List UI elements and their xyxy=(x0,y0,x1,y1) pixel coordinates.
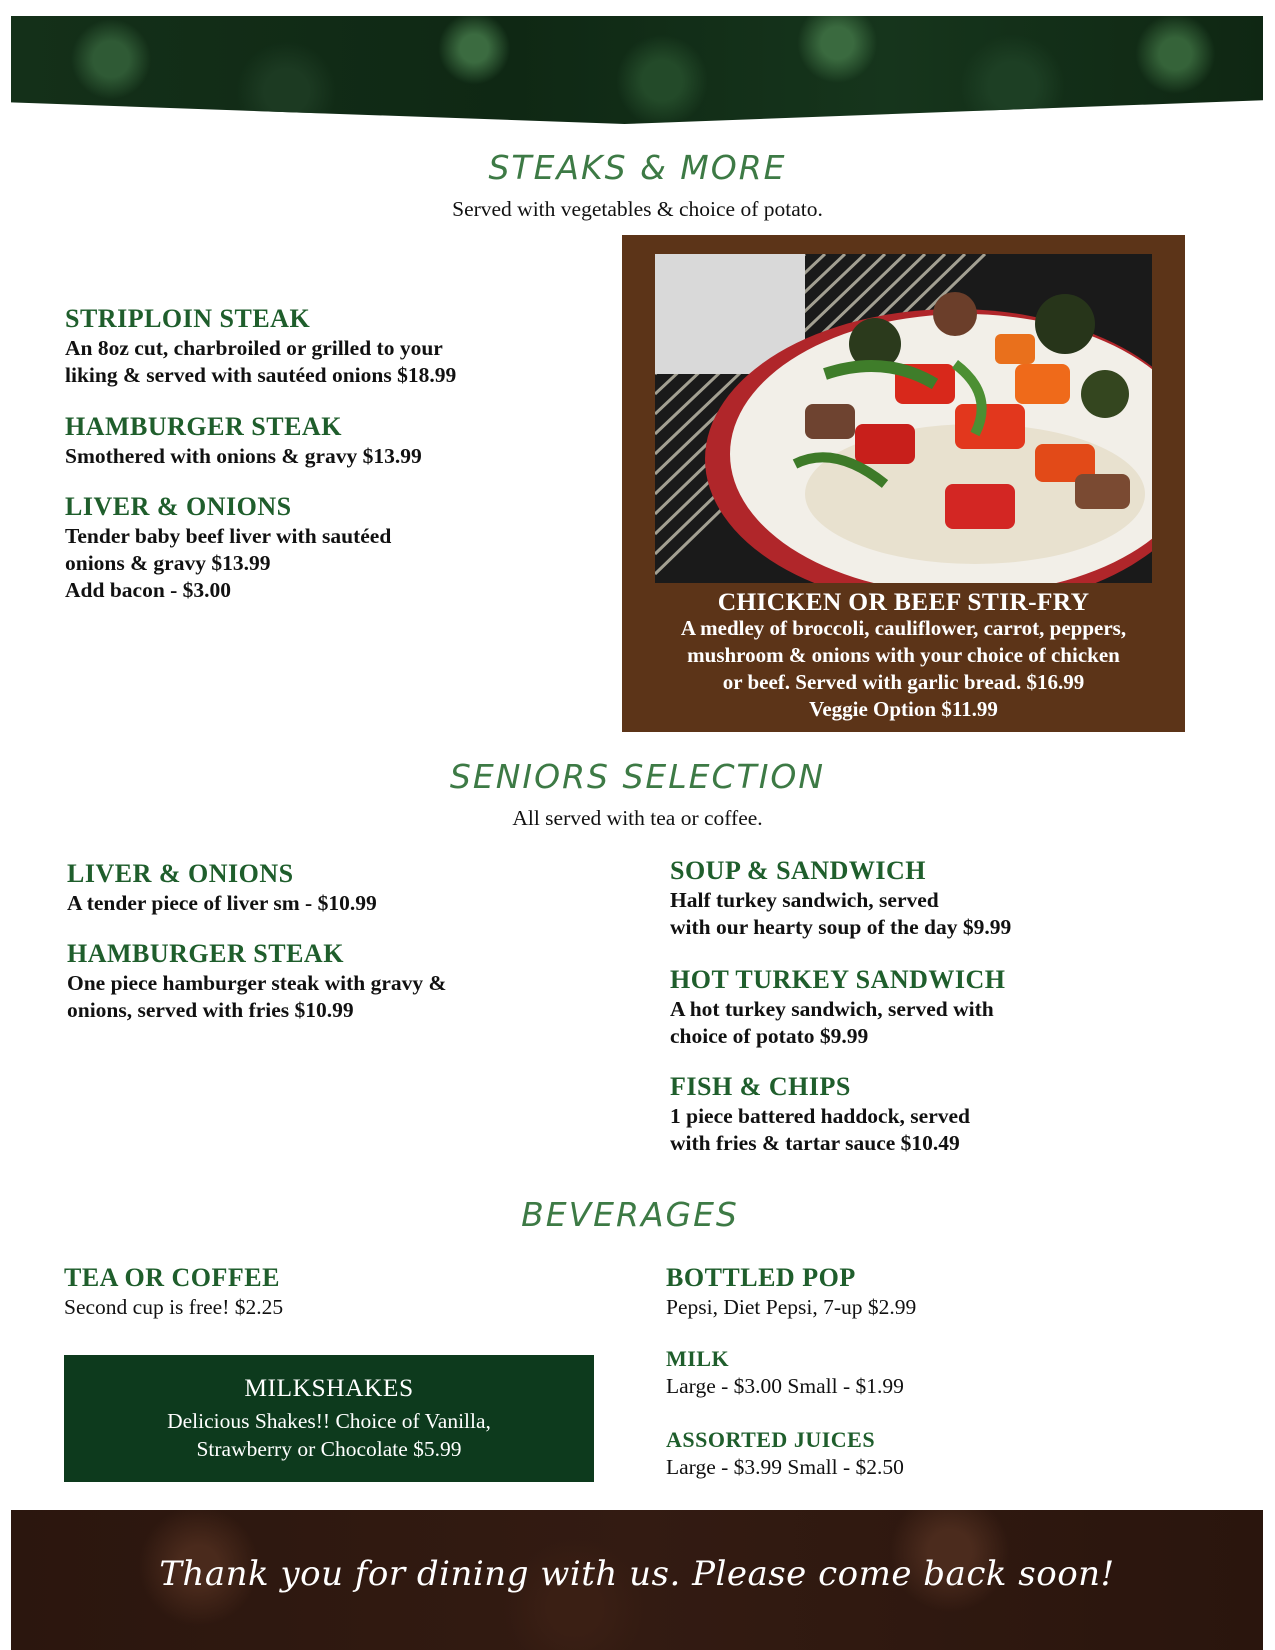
feature-item-name: CHICKEN OR BEEF STIR-FRY xyxy=(717,587,1090,616)
menu-item-seniors-liver xyxy=(67,858,607,917)
item-name: BOTTLED POP xyxy=(666,1263,856,1292)
item-name: HAMBURGER STEAK xyxy=(67,939,344,968)
item-description: One piece hamburger steak with gravy & onions, served with fries $10.99 xyxy=(67,971,447,1022)
item-description: A tender piece of liver sm - $10.99 xyxy=(67,891,377,915)
menu-item-seniors-hamburger xyxy=(67,938,607,1024)
item-description: Pepsi, Diet Pepsi, 7-up $2.99 xyxy=(666,1295,917,1319)
feature-item-description: A medley of broccoli, cauliflower, carrot, peppers, mushroom & onions with your choice of chicken or beef. Served with garlic bread. $16.99 Veggie Option $11.99 xyxy=(680,616,1127,721)
section-title-seniors: SENIORS SELECTION xyxy=(449,757,826,796)
item-description: Tender baby beef liver with sautéed onions & gravy $13.99 Add bacon - $3.00 xyxy=(65,524,392,602)
item-description: Smothered with onions & gravy $13.99 xyxy=(65,444,422,468)
item-name: MILK xyxy=(666,1346,730,1371)
menu-item-juices xyxy=(666,1426,1226,1481)
menu-item-soup-sandwich xyxy=(670,855,1230,941)
menu-item-striploin xyxy=(65,303,605,389)
item-description: A hot turkey sandwich, served with choice of potato $9.99 xyxy=(670,997,994,1048)
section-subtitle-seniors: All served with tea or coffee. xyxy=(512,806,763,830)
menu-item-bottled-pop xyxy=(666,1262,1226,1321)
menu-item-fish-chips xyxy=(670,1071,1230,1157)
item-name: HOT TURKEY SANDWICH xyxy=(670,965,1006,994)
menu-item-hot-turkey xyxy=(670,964,1230,1050)
item-name: STRIPLOIN STEAK xyxy=(65,304,311,333)
top-banner xyxy=(11,16,1263,124)
item-description: 1 piece battered haddock, served with fries & tartar sauce $10.49 xyxy=(670,1104,970,1155)
item-name: TEA OR COFFEE xyxy=(64,1263,280,1292)
item-name: FISH & CHIPS xyxy=(670,1072,851,1101)
menu-item-tea-coffee xyxy=(64,1262,604,1321)
item-name: ASSORTED JUICES xyxy=(666,1427,876,1452)
item-description: Large - $3.00 Small - $1.99 xyxy=(666,1374,904,1398)
bottom-banner xyxy=(11,1510,1263,1650)
menu-item-liver-onions xyxy=(65,491,605,604)
item-name: HAMBURGER STEAK xyxy=(65,412,342,441)
item-description: Half turkey sandwich, served with our hearty soup of the day $9.99 xyxy=(670,888,1012,939)
item-description: Large - $3.99 Small - $2.50 xyxy=(666,1455,904,1479)
menu-item-hamburger-steak xyxy=(65,411,605,470)
menu-item-milk xyxy=(666,1345,1226,1400)
section-title-steaks: STEAKS & MORE xyxy=(488,148,787,187)
item-name: LIVER & ONIONS xyxy=(67,859,294,888)
milkshakes-title: MILKSHAKES xyxy=(244,1373,414,1402)
item-description: Second cup is free! $2.25 xyxy=(64,1295,284,1319)
footer-message: Thank you for dining with us. Please come back soon! xyxy=(159,1554,1115,1594)
section-title-beverages: BEVERAGES xyxy=(521,1195,739,1234)
stir-fry-photo xyxy=(655,254,1152,583)
section-subtitle-steaks: Served with vegetables & choice of potato. xyxy=(452,197,823,221)
feature-box-stir-fry xyxy=(622,235,1185,732)
item-description: An 8oz cut, charbroiled or grilled to your liking & served with sautéed onions $18.99 xyxy=(65,336,457,387)
item-name: LIVER & ONIONS xyxy=(65,492,292,521)
item-name: SOUP & SANDWICH xyxy=(670,856,926,885)
milkshakes-description: Delicious Shakes!! Choice of Vanilla, Strawberry or Chocolate $5.99 xyxy=(167,1409,491,1461)
milkshakes-box xyxy=(64,1355,594,1482)
